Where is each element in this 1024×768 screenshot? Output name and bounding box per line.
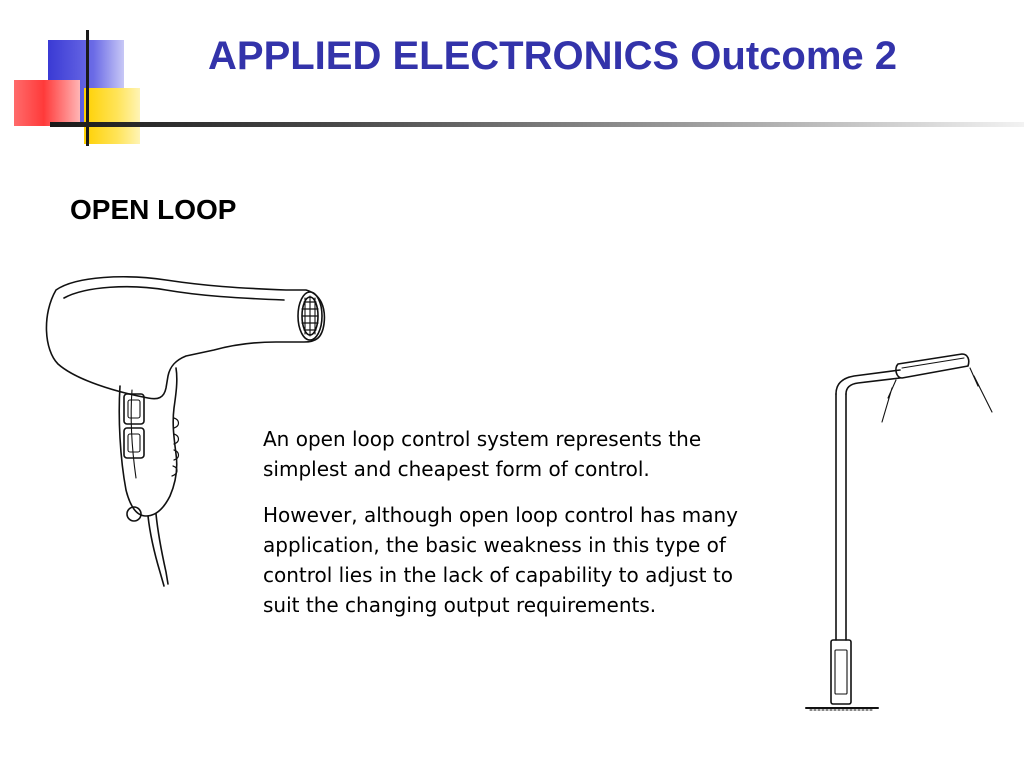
title-underline-rule <box>50 122 1024 127</box>
lamp-pole <box>836 394 846 640</box>
lamp-arm <box>836 370 900 394</box>
dryer-switch-top <box>124 394 144 424</box>
corner-decoration <box>0 0 160 160</box>
dryer-switch-bottom <box>124 428 144 458</box>
slide-title: APPLIED ELECTRONICS Outcome 2 <box>208 34 897 78</box>
deco-vertical-line <box>86 30 89 146</box>
dryer-body <box>46 277 324 399</box>
section-heading: OPEN LOOP <box>70 194 237 225</box>
body-text <box>263 424 763 636</box>
street-lamp-illustration <box>798 350 1004 720</box>
paragraph-2: However, although open loop control has many application, the basic weakness in this type of control lies in the lack of capability to adjust to suit the changing output requirements. <box>263 503 738 617</box>
deco-yellow-square <box>84 88 140 144</box>
deco-red-square <box>14 80 80 126</box>
paragraph-1: An open loop control system represents the simplest and cheapest form of control. <box>263 427 702 481</box>
lamp-head <box>896 354 969 378</box>
